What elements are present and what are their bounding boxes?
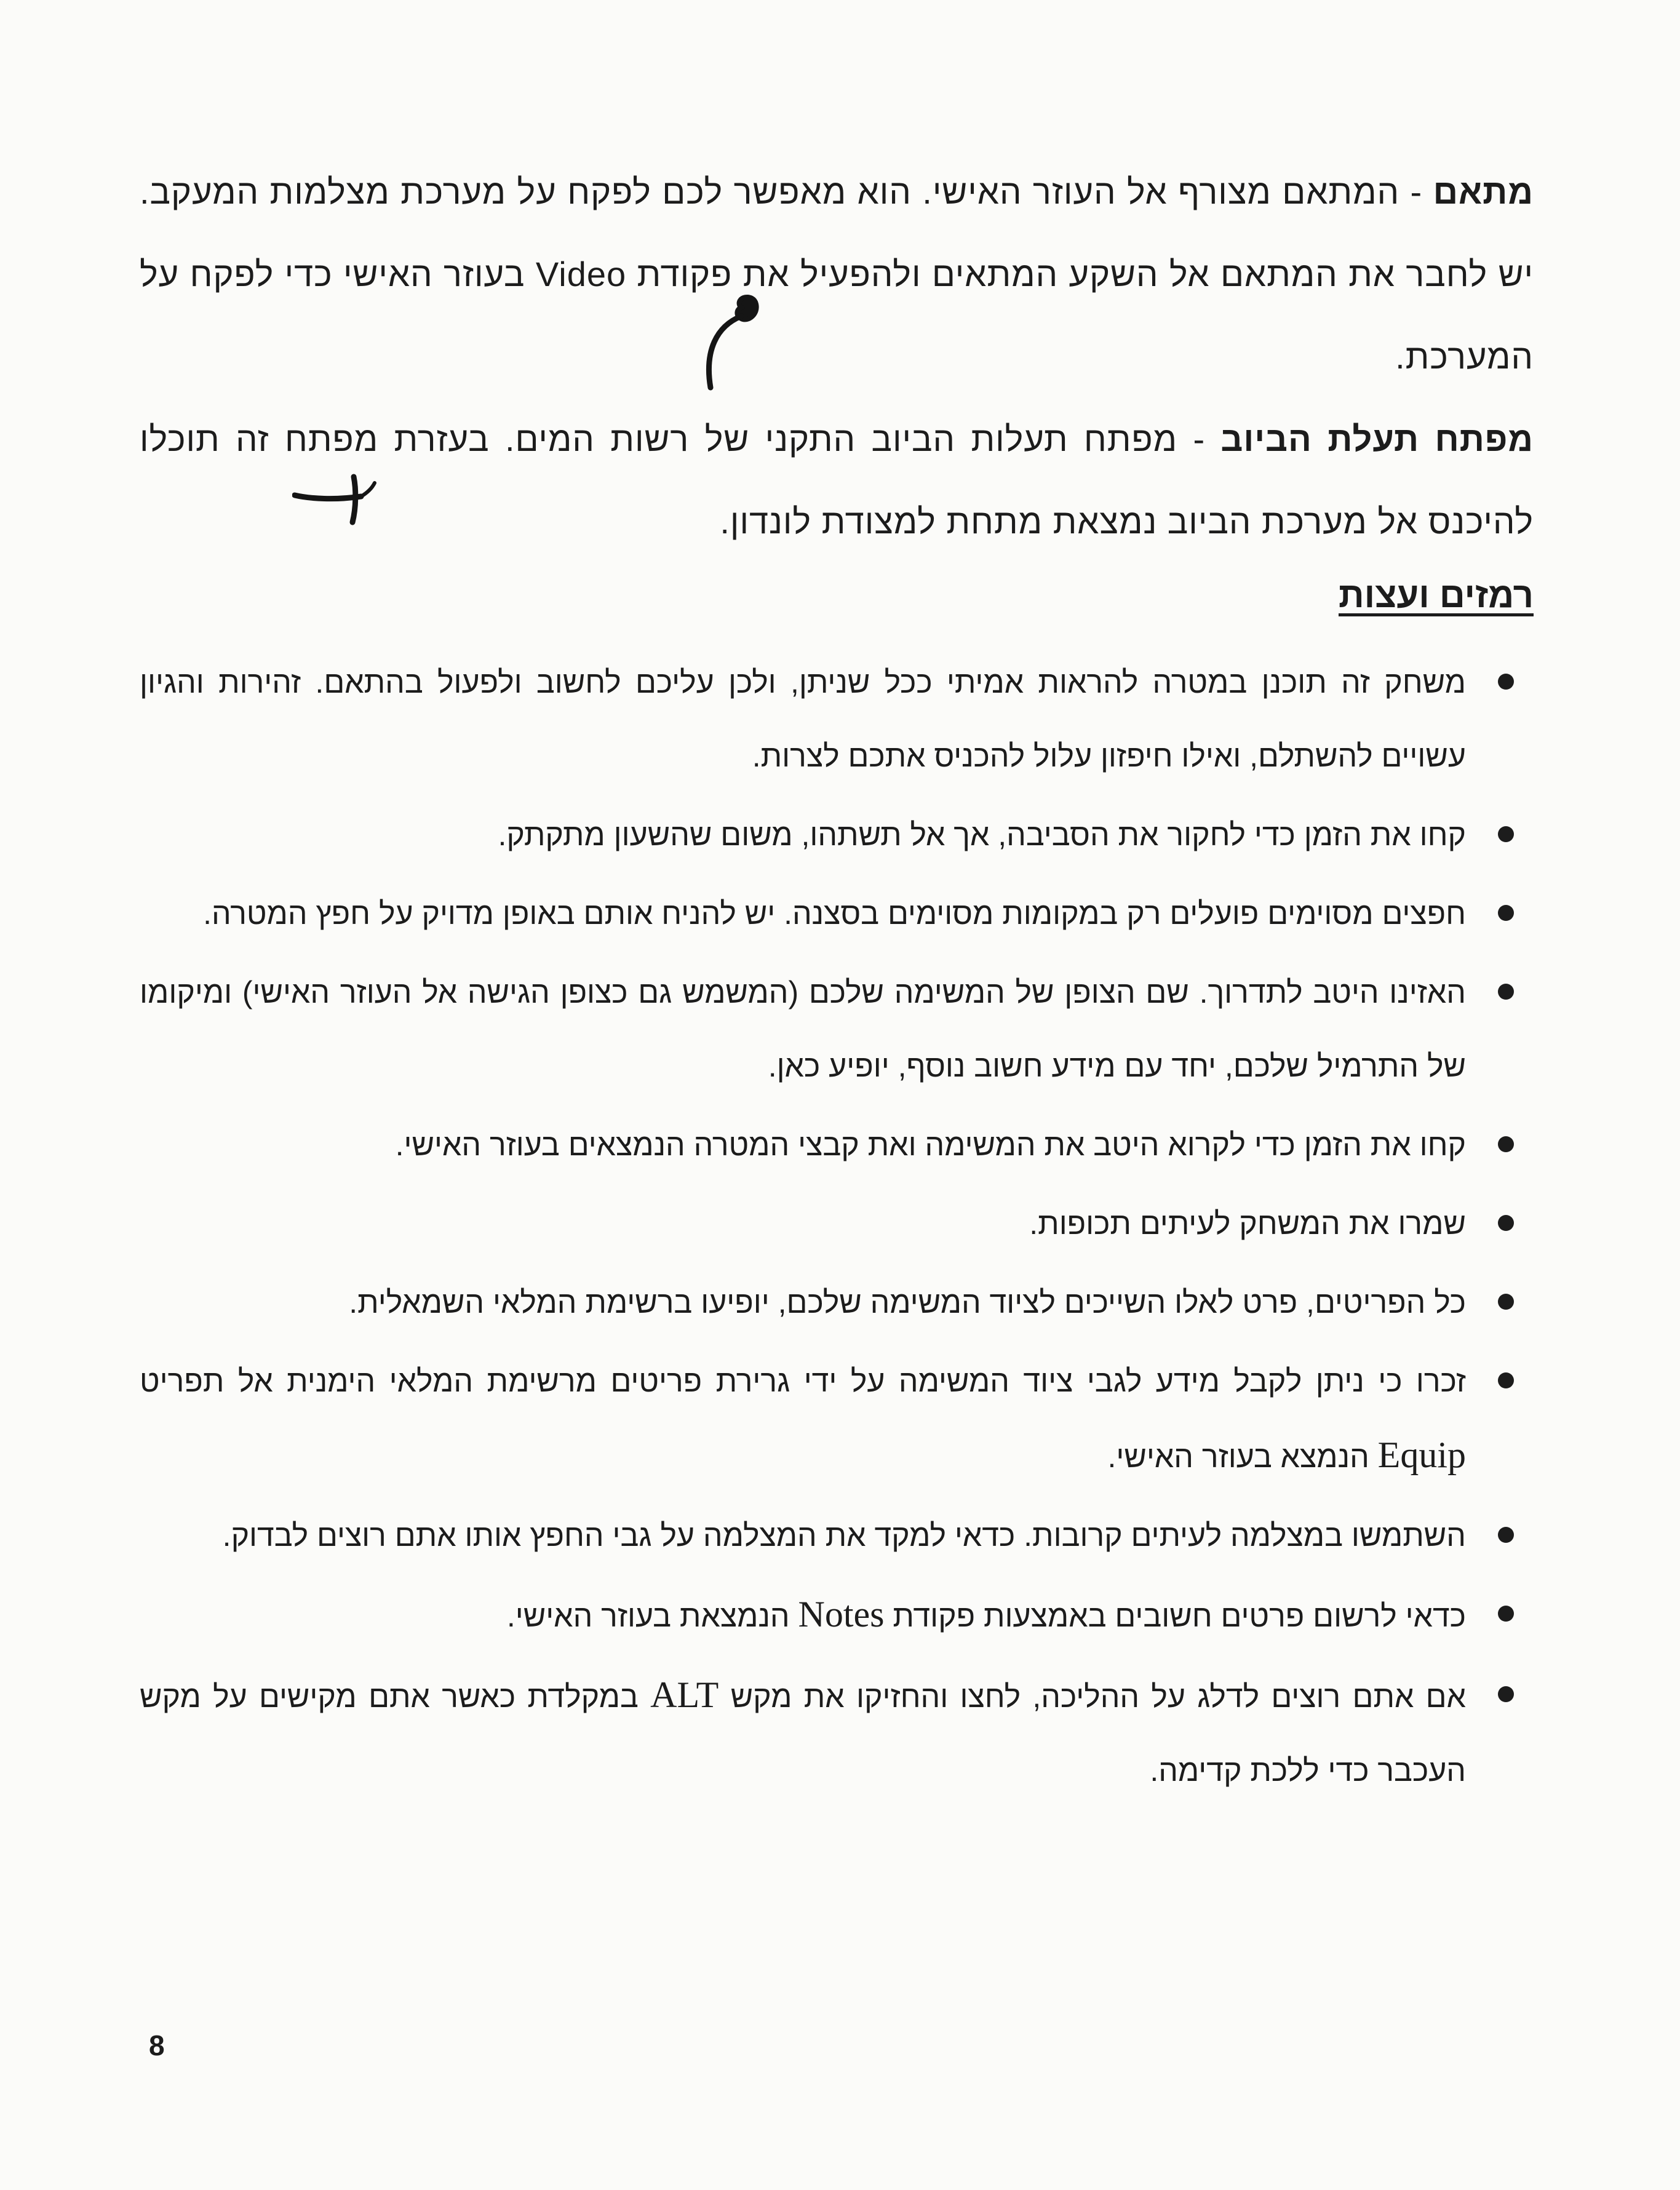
- tip-item: [140, 877, 1534, 950]
- tip-item: [140, 1577, 1534, 1653]
- bullet-icon: [1498, 984, 1514, 1000]
- tip-item: [140, 1265, 1534, 1339]
- bullet-icon: [1498, 1686, 1514, 1702]
- tip-text: הנמצאת בעוזר האישי.: [506, 1599, 798, 1633]
- tip-text: קחו את הזמן כדי לחקור את הסביבה, אך אל תשתהו, משום שהשעון מתקתק.: [498, 818, 1466, 852]
- tip-item: [140, 1499, 1534, 1572]
- definition-text: מפתח תעלות הביוב התקני של רשות המים. בעזרת מפתח זה תוכלו להיכנס אל מערכת הביוב נמצאת מתחת למצודת לונדון.: [140, 420, 1534, 541]
- tip-text: קחו את הזמן כדי לקרוא היטב את המשימה ואת קבצי המטרה הנמצאים בעוזר האישי.: [395, 1128, 1466, 1162]
- bullet-icon: [1498, 1215, 1514, 1231]
- page-number: 8: [149, 2029, 165, 2061]
- tip-text: במקלדת כאשר אתם מקישים על מקש העכבר כדי ללכת קדימה.: [140, 1679, 1466, 1788]
- tip-text: הנמצא בעוזר האישי.: [1107, 1439, 1378, 1474]
- tip-item: [140, 1187, 1534, 1260]
- tip-text: האזינו היטב לתדרוך. שם הצופן של המשימה שלכם (המשמש גם כצופן הגישה אל העוזר האישי) ומיקומו של התרמיל שלכם, יחד עם מידע חשוב נוסף, יופיע כאן.: [140, 975, 1466, 1083]
- pen-scribble-icon: [692, 289, 766, 400]
- page-content: [140, 151, 1534, 1812]
- bullet-icon: [1498, 905, 1514, 921]
- pen-arrow-scribble-icon: [292, 471, 378, 526]
- bullet-icon: [1498, 1294, 1514, 1310]
- definition-text: המתאם מצורף אל העוזר האישי. הוא מאפשר לכם לפקח על מערכת מצלמות המעקב. יש לחבר את המתאם אל השקע המתאים ולהפעיל את פקודת Video בעוזר האישי כדי לפקח על המערכת.: [140, 172, 1534, 376]
- tip-text: משחק זה תוכנן במטרה להראות אמיתי ככל שניתן, ולכן עליכם לחשוב ולפעול בהתאם. זהירות והגיון עשויים להשתלם, ואילו חיפזון עלול להכניס אתכם לצרות.: [140, 665, 1466, 773]
- definition-term: מתאם: [1433, 172, 1534, 211]
- tip-item: [140, 1344, 1534, 1494]
- tips-list: [140, 645, 1534, 1807]
- tip-text: כדאי לרשום פרטים חשובים באמצעות פקודת: [884, 1599, 1466, 1633]
- tips-heading: רמזים ועצות: [1338, 575, 1534, 615]
- bullet-icon: [1498, 1606, 1514, 1622]
- tip-item: [140, 645, 1534, 793]
- definition-term: מפתח תעלת הביוב: [1220, 420, 1534, 458]
- tip-item: [140, 1658, 1534, 1807]
- bullet-icon: [1498, 1527, 1514, 1543]
- tip-item: [140, 955, 1534, 1103]
- bullet-icon: [1498, 1372, 1514, 1388]
- tip-latin-term: Equip: [1377, 1435, 1466, 1475]
- bullet-icon: [1498, 674, 1514, 690]
- tip-text: זכרו כי ניתן לקבל מידע לגבי ציוד המשימה על ידי גרירת פריטים מרשימת המלאי הימנית אל תפריט: [140, 1364, 1466, 1398]
- tip-text: חפצים מסוימים פועלים רק במקומות מסוימים בסצנה. יש להניח אותם באופן מדויק על חפץ המטרה.: [203, 896, 1466, 931]
- definition-adapter: [140, 151, 1534, 398]
- bullet-icon: [1498, 826, 1514, 842]
- tip-latin-term: ALT: [650, 1674, 719, 1715]
- definition-separator: -: [1177, 420, 1221, 458]
- tip-text: כל הפריטים, פרט לאלו השייכים לציוד המשימה שלכם, יופיעו ברשימת המלאי השמאלית.: [349, 1285, 1466, 1320]
- tip-item: [140, 1108, 1534, 1182]
- definition-separator: -: [1399, 172, 1433, 211]
- bullet-icon: [1498, 1136, 1514, 1152]
- tip-latin-term: Notes: [798, 1594, 885, 1635]
- tip-item: [140, 798, 1534, 872]
- tip-text: אם אתם רוצים לדלג על ההליכה, לחצו והחזיקו את מקש: [719, 1679, 1466, 1714]
- tip-text: שמרו את המשחק לעיתים תכופות.: [1029, 1206, 1466, 1241]
- tip-text: השתמשו במצלמה לעיתים קרובות. כדאי למקד את המצלמה על גבי החפץ אותו אתם רוצים לבדוק.: [222, 1518, 1466, 1553]
